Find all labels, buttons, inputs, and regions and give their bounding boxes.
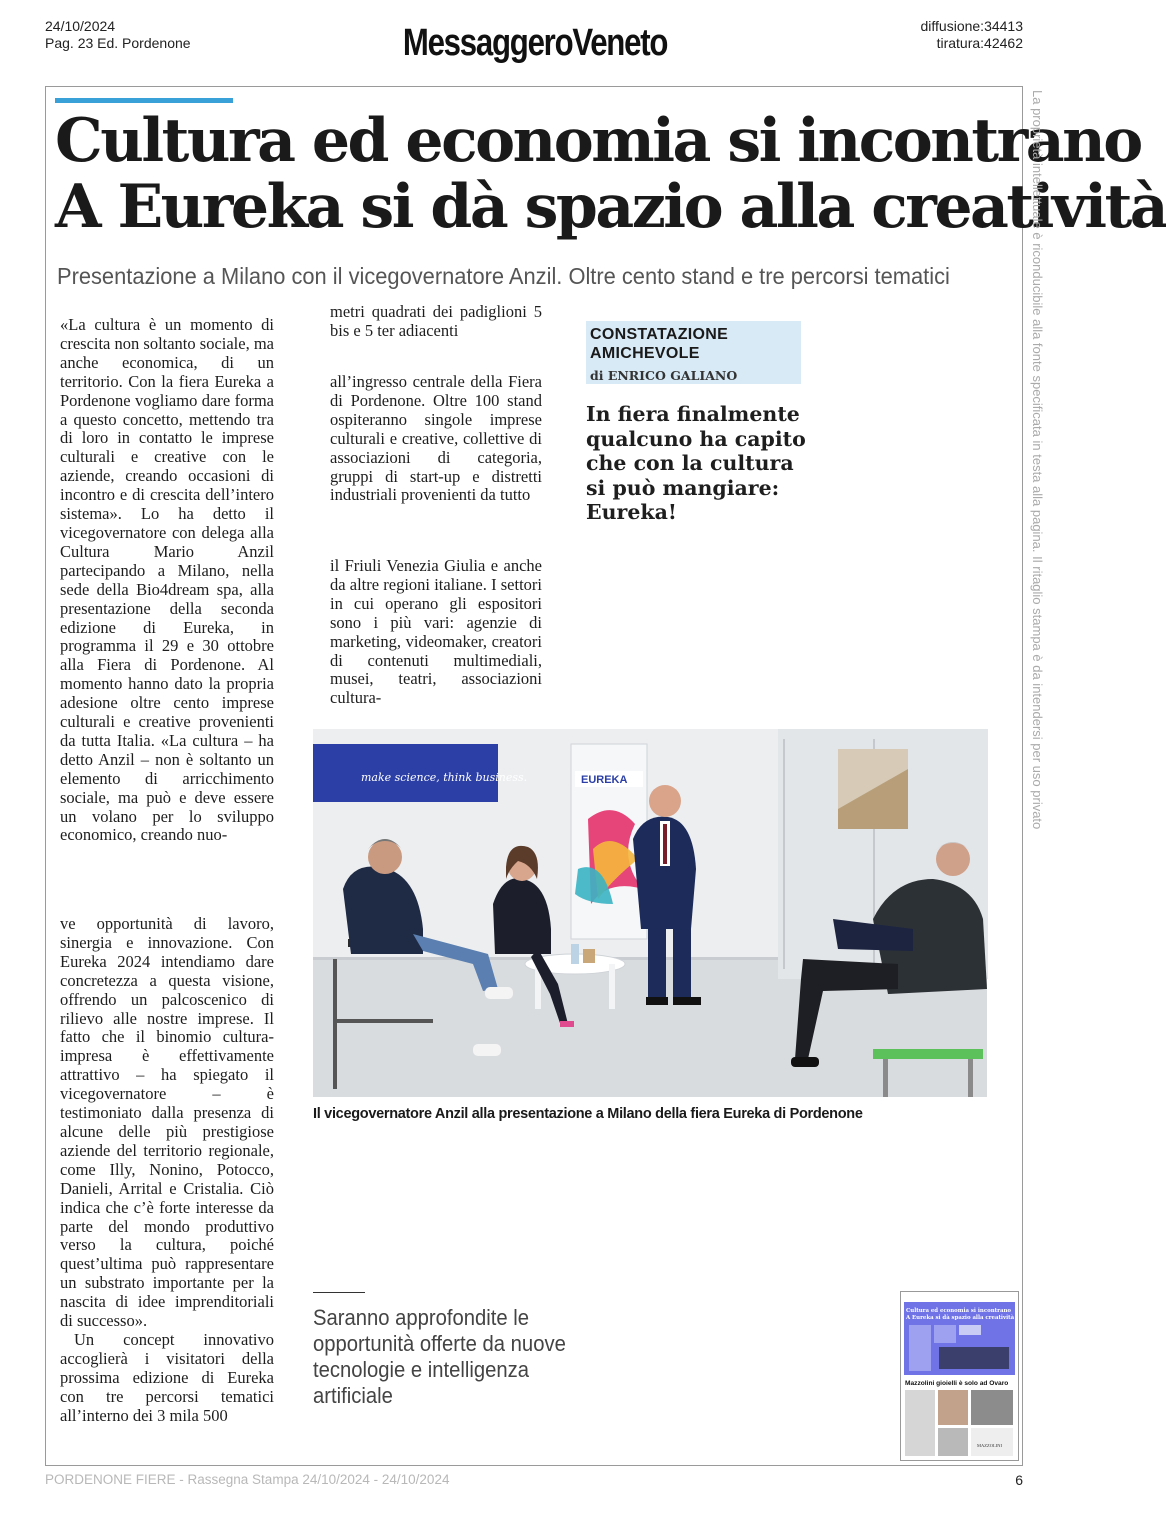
body-column-1-bottom xyxy=(60,915,274,1425)
body-text: «La cultura è un momento di crescita non soltanto sociale, ma anche economica, di un territorio. Con la fiera Eureka a Pordenone vogliamo dare forma a questo concetto, mettendo tra di loro in contatto le imprese culturali e creative con le aziende, creando occasioni di incontro e di crescita dell’intero sistema». Lo ha detto il vicegovernatore con delega alla Cultura Mario Anzil partecipando a Milano, nella sede della Bio4dream spa, alla presentazione della seconda edizione di Eureka, in programma il 29 e 30 ottobre alla Fiera di Pordenone. Al momento hanno dato la propria adesione oltre cento imprese culturali e creative provenienti da tutta Italia. «La cultura – ha detto Anzil – non è soltanto un elemento di arricchimento sociale, ma può e deve essere un volano per lo sviluppo economico, creando nuo- xyxy=(60,315,274,845)
subtitle: Presentazione a Milano con il vicegovernatore Anzil. Oltre cento stand e tre percorsi tematici xyxy=(57,263,950,289)
body-column-2-middle xyxy=(330,373,542,505)
article-photo xyxy=(313,729,987,1097)
body-text: ve opportunità di lavoro, sinergia e innovazione. Con Eureka 2024 intendiamo dare concretezza a questa visione, offrendo un palcoscenico di rilievo alle nostre imprese. Il fatto che il binomio cultura-impresa è effettivamente attrattivo – ha spiegato il vicegovernatore – è testimoniato dalla presenza di alcune delle più prestigiose aziende del territorio regionale, come Illy, Nonino, Potocco, Danieli, Arrital e Cristalia. Ciò indica che c’è forte interesse da parte del mondo produttivo verso la cultura, poiché quest’ultima può rappresentare un substrato importante per la nascita di idee imprenditoriali di successo». xyxy=(60,914,274,1331)
sidebar-author: di ENRICO GALIANO xyxy=(590,368,738,383)
side-notice-text: La proprietà intellettuale è riconducibile alla fonte specificata in testa alla pagina. Il ritaglio stampa è da intendersi per uso privato xyxy=(1030,90,1045,830)
page-thumbnail xyxy=(900,1291,1019,1461)
accent-bar xyxy=(55,98,233,103)
header-right xyxy=(921,18,1024,52)
rollup-banner-text: EUREKA xyxy=(581,774,628,786)
photo-illustration xyxy=(313,729,987,1097)
footer-source: PORDENONE FIERE - Rassegna Stampa 24/10/2024 - 24/10/2024 xyxy=(45,1472,450,1487)
body-column-2-top xyxy=(330,303,542,341)
photo-caption: Il vicegovernatore Anzil alla presentazione a Milano della fiera Eureka di Pordenone xyxy=(313,1106,863,1122)
pull-quote: Saranno approfondite le opportunità offerte da nuove tecnologie e intelligenza artificiale xyxy=(313,1305,566,1408)
copyright-side-notice xyxy=(1029,90,1049,930)
print-run: tiratura:42462 xyxy=(936,35,1023,51)
headline-line-2: A Eureka si dà spazio alla creatività xyxy=(55,172,1166,242)
body-column-1-top xyxy=(60,316,274,845)
body-column-2-bottom xyxy=(330,557,542,708)
thumbnail-second-article: Mazzolini gioielli è solo ad Ovaro xyxy=(905,1380,1009,1387)
thumbnail-illustration xyxy=(901,1292,1018,1460)
circulation: diffusione:34413 xyxy=(920,18,1023,34)
sidebar-quote: In fiera finalmente qualcuno ha capito che con la cultura si può mangiare: Eureka! xyxy=(586,402,806,524)
wall-banner-text: make science, think business. xyxy=(361,771,528,784)
page-number: 6 xyxy=(1015,1472,1023,1488)
publication-date: 24/10/2024 xyxy=(45,18,116,34)
body-text: metri quadrati dei padiglioni 5 bis e 5 ter adiacenti xyxy=(330,302,542,340)
page-info: Pag. 23 Ed. Pordenone xyxy=(45,35,191,51)
masthead-logo: MessaggeroVeneto xyxy=(402,22,668,64)
body-text: all’ingresso centrale della Fiera di Pordenone. Oltre 100 stand ospiteranno singole imprese culturali e creative, collettive di associazioni di categoria, gruppi di start-up e distretti industriali provenienti da tutto xyxy=(330,372,542,505)
body-text: Un concept innovativo accoglierà i visitatori della prossima edizione di Eureka con tre percorsi tematici all’interno dei 3 mila 500 xyxy=(60,1329,274,1425)
headline-line-1: Cultura ed economia si incontrano xyxy=(55,106,1141,176)
thumbnail-brand: MAZZOLINI xyxy=(977,1443,1002,1448)
pull-quote-rule xyxy=(313,1292,365,1293)
thumbnail-headline: Cultura ed economia si incontrano xyxy=(906,1308,1011,1314)
sidebar-kicker: CONSTATAZIONE AMICHEVOLE xyxy=(590,326,729,362)
thumbnail-subhead: A Eureka si dà spazio alla creatività xyxy=(906,1315,1015,1321)
header-left xyxy=(45,18,191,52)
body-text: il Friuli Venezia Giulia e anche da altre regioni italiane. I settori in cui operano gli espositori sono i più vari: agenzie di marketing, videomaker, creatori di contenuti multimediali, musei, teatri, associazioni cultura- xyxy=(330,556,542,708)
